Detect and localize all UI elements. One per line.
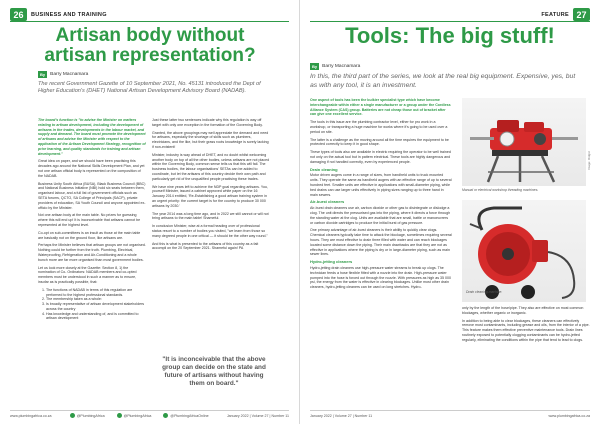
page-number: 26	[10, 8, 27, 21]
drain-cleaner-illustration	[462, 200, 586, 302]
body-paragraph: And this is what is presented to the artisans of this country as a fait accompli on the 20 September 2021. Shameful again! PA	[152, 241, 259, 251]
body-paragraph: Hydro-jetting drain cleaners use high-pressure water streams to break up clogs. The technician feeds a hose flexible fitted with a nozzle into the drain. High-pressure water pumped into the hose is forced out through the nozzle. With pressures as high as 35 000 psi, the energy from the water is effective in clearing blockages. Unlike most other drain cleaners, hydro-jetting cleaners can be used on long stretches. Hydro-	[310, 265, 452, 290]
author-name: Barry Macnamara	[50, 72, 89, 77]
subheading: Drain cleaning	[310, 166, 338, 172]
left-header	[10, 8, 111, 21]
lead-paragraph: The board's function is "to advise the Minister on matters relating to artisan development, including the development of artisans in the trades, developments in the labour market, and supply and demand. The board must promote the development of artisans and advise the Minister with respect to the application of the Artisan Development Strategy, recognition of prior learning, and quality standards for training and artisan development."	[38, 118, 146, 156]
footer-site-link[interactable]: www.plumbingafrica.co.za	[10, 413, 52, 418]
byline	[310, 63, 360, 70]
byline-tag: By	[312, 64, 318, 69]
header-rule	[10, 21, 289, 22]
pull-quote: "It is inconceivable that the above group can decide on the state and future of artisans without having them on board."	[162, 356, 266, 387]
left-column-1	[38, 118, 146, 321]
body-paragraph: only by the length of the hose/pipe. They also are effective on most common blockages, whether organic or inorganic.	[462, 306, 584, 315]
byline	[38, 71, 88, 78]
instagram-link[interactable]: @PlumbingAfricaOnline	[163, 413, 208, 418]
image-caption: Drain cleaning machine.	[466, 290, 503, 294]
body-paragraph: Just these latter two sentences indicate why this regulation is way off target with only one exception in the formation of the Governing Body.	[152, 118, 263, 127]
author-name: Barry Macnamara	[322, 64, 361, 69]
body-paragraph: Co-opt on sub-committees is an insult as those at the main table are basically not on the ground floor, like artisans are.	[38, 230, 141, 240]
body-paragraph: The latter is a challenge as the moving around all the time requires the equipment to be protected correctly to keep it in good shape.	[310, 137, 449, 147]
article-title: Artisan body without artisan representation?	[44, 25, 256, 66]
body-paragraph: The year 2014 was a long time ago, and in 2022 we still cannot or will not bring artisans to the main table! Shameful.	[152, 211, 269, 221]
standfirst: In this, the third part of the series, we look at the real big equipment. Expensive, yes, but as with any tool, it is an investment.	[310, 73, 576, 89]
facebook-link[interactable]: @PlumbingAfrica	[70, 413, 105, 418]
lead-paragraph: One aspect of tools has been the bulkier specialist type which have become interchangeable within either a single manufacturer or a group under the Cordless Alliance System (CAS) group. Batteries are not cheap those out of bracket after can give one excellent service.	[310, 98, 451, 117]
body-paragraph: Minister, industry is way ahead of DHET, and no doubt whilst welcoming another body on top of all the other bodies, unless artisans are not placed within the Governing Body, common sense tells us that this will fail. The business bodies, the labour organisations' SETAs can be added to coordinate, but let the artisans of this country decide their own path and particularly get rid of the unqualified people practising these trades.	[152, 152, 270, 181]
list-item: 3. Is broadly representative of artisan development stakeholders across the country	[46, 302, 146, 312]
right-page	[300, 0, 600, 424]
standfirst: The recent Government Gazette of 10 September 2021, No. 45131 introduced the Dept of Higher Education's (DHET) National Artisan Development Advisory Board (NADAB).	[38, 81, 261, 95]
body-paragraph: Motor driven augers come in a range of sizes, from handheld units to truck mounted units. They operate the same as handheld augers with an effective range of up to several hundred feet. Smaller units are effective in applications with small-diameter piping, while bed drains can use larger units effectively in piping sizes ranging up to three hand in main sewers.	[310, 173, 452, 197]
body-paragraph: These types of tools also are available in electric requiring the operator to be well trained not only on the actual tool but in pattern electrical. These tools are highly dangerous and damaging if not handled correctly, even by experienced people.	[310, 150, 451, 164]
body-paragraph: Air-burst drain cleaners use air, carbon dioxide or other gas to disintegrate or dislodge a clog. The unit directs the pressurised gas into the piping, where it directs a force through the standing water at the clog. Units are available that are small, battle or manoeuvrers or carbon dioxide cartridges to produce the initial burst of gas pressure.	[310, 206, 451, 225]
twitter-icon	[117, 413, 122, 418]
requirements-list	[38, 288, 146, 322]
footer-issue: January 2022 | Volume 27 | Number 11	[226, 413, 289, 418]
body-paragraph: Business Unity South Africa (BUSA), Black Business Council (BBC) and National Business Initiative (NBI) hold six seats between them, organised labour, and a full list of government officials such as SETA forums, QCTO, SA College of Principals (SACP), private providers of education, SA Youth Council and anyone appointed ex-officio by the Minister.	[38, 181, 146, 210]
twitter-link[interactable]: @PlumbingAfrica	[117, 413, 152, 418]
body-paragraph: We have nine years left to achieve the NDP goal regarding artisans. You, yourself Minister, issued a cabinet approved white paper on the 16 January 2014 entitled, 'Re-Establishing a good artisan training system in an urgent priority: the current target is for the country to produce 30 000 artisans by 2030.'	[152, 184, 268, 208]
footer-issue: January 2022 | Volume 27 | Number 11	[310, 413, 373, 418]
section-label: FEATURE	[541, 11, 569, 18]
left-footer	[10, 410, 289, 418]
body-paragraph: Not one artisan body at the main table. No prizes for guessing where this will end up! It is inconceivable that artisans cannot be represented at the highest level.	[38, 213, 141, 227]
list-item: 4. Has knowledge and understanding of, and is committed to artisan development	[46, 312, 146, 322]
threading-machine-image	[462, 98, 586, 186]
body-paragraph: Great idea on paper, and we should have been practising this decades ago around the National Skills Development Plan, and yet not one artisan official body is represented on the composition of the NADAB.	[38, 159, 145, 178]
body-paragraph: Perhaps the Minister believes that artisan groups are not organised. Nothing could be further from the truth. Plumbing, Electrical, Waterproofing, Refrigeration and Air-Conditioning and a whole bunch more are far more organised than most government bodies.	[38, 243, 146, 262]
right-footer	[310, 410, 590, 418]
section-label: BUSINESS AND TRAINING	[31, 11, 107, 18]
instagram-icon	[163, 413, 168, 418]
left-column-2	[152, 118, 270, 254]
list-item: 2. The membership taken as a whole:	[46, 297, 146, 302]
body-paragraph: Let us look more closely at the Gazette: Section 8, 1) the nomination of Co- Ordinators: NADAB members and co-opted members must be understood in such a manner as to ensure, insofar as is practically possible, that:	[38, 265, 137, 284]
byline-tag: By	[40, 72, 46, 77]
body-paragraph: In addition to being able to clear blockages, these cleaners can effectively remove most contaminants, including grease and oils, from the interior of a pipe. This feature makes them effective preventive maintenance tools. Drain lines routinely exposed to potentially clogging contaminants can be hydro-jetted regularly, eliminating the conditions within the pipe that tend to lead to clogs.	[462, 318, 590, 342]
image-credit: Image: Ridgid	[587, 151, 591, 170]
image-caption: Manual or electrical workshop threading machines.	[462, 188, 539, 192]
article-title: Tools: The big stuff!	[345, 23, 555, 48]
social-links	[70, 413, 209, 418]
subheading: Air-burst cleaners	[310, 199, 345, 205]
right-header	[537, 8, 590, 21]
body-paragraph: The tools in this issue are the plumbing contractor level, either for pro work in a workshop, or transporting a huge machine for works where it's going to be used over a period on site.	[310, 120, 448, 134]
body-paragraph: Granted, the above groupings may well appreciate the demand and need for artisans, especially the shortage of skills such as plumbers, electricians, and the like, but their grass roots knowledge is sorely lacking if non-existent!	[152, 130, 269, 149]
right-column-2	[462, 306, 590, 346]
facebook-icon	[70, 413, 75, 418]
body-paragraph: One primary advantage of air-burst cleaners is their ability to quickly clear clogs. Chemical cleaners typically take time to attack the blockage, sometimes requiring several hours. They are most effective to drain three filled with water and can reach blockages located some distance down the piping. Their main drawbacks are that they are not as effective in applications where the piping is dry or in large-diameter piping, such as main sewer lines.	[310, 228, 452, 257]
right-column-1	[310, 98, 452, 293]
header-rule	[310, 21, 590, 22]
drain-cleaner-image	[462, 200, 586, 302]
footer-site-link[interactable]: www.plumbingafrica.co.za	[548, 413, 590, 418]
threading-machine-illustration	[462, 98, 586, 186]
subheading: Hydro-jetting cleaners	[310, 259, 353, 265]
list-item: 1. The functions of NADAB in terms of this regulation are performed to the highest professional standards.	[46, 288, 146, 298]
body-paragraph: In conclusion Minister, wise at a formal heading over of professional status resort to a number of bodies you visited, "we learn from those so many degreed people in one critical — it should be the other way round."	[152, 224, 268, 238]
page-number: 27	[573, 8, 590, 21]
